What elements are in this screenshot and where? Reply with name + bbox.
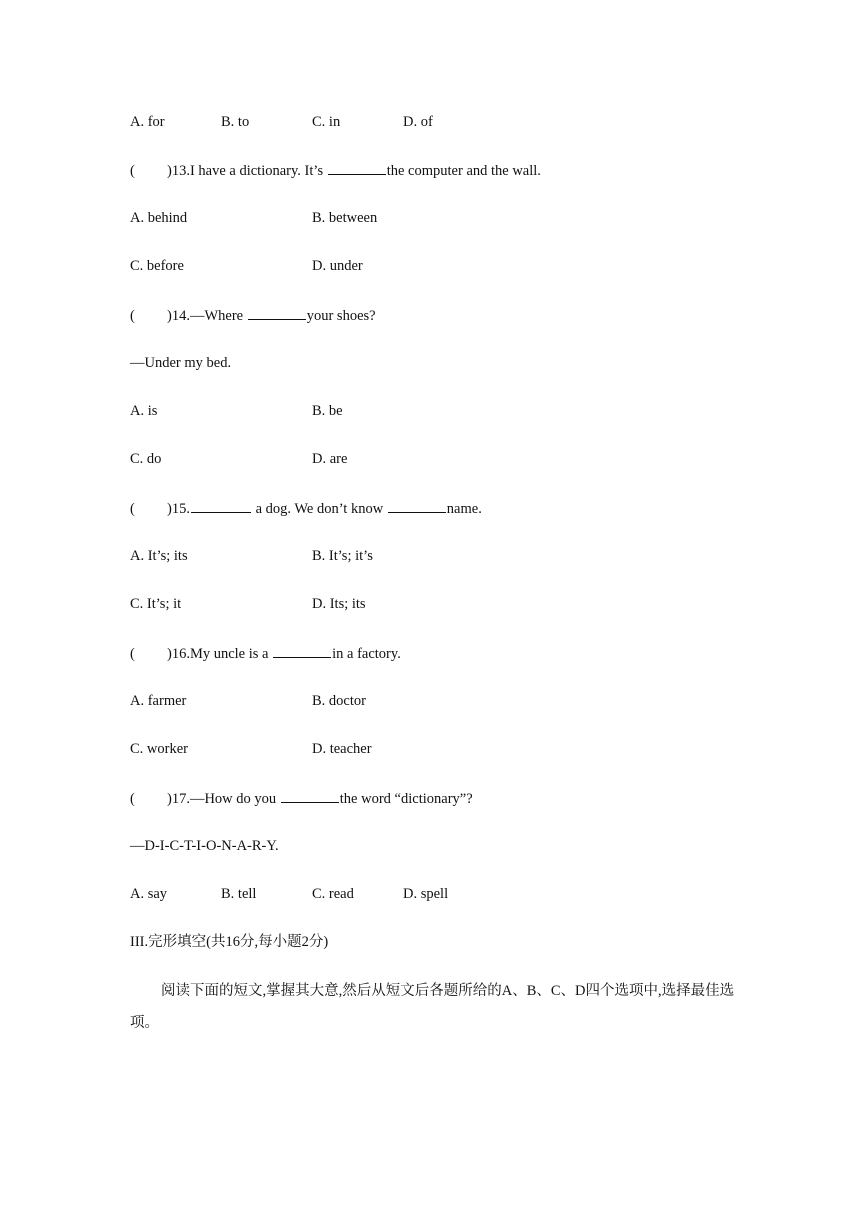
option-b: B. to [221,114,250,130]
answer-blank [328,161,386,175]
question-14 [130,306,376,325]
option-d: D. of [403,114,433,130]
section-instruction: 阅读下面的短文,掌握其大意,然后从短文后各题所给的A、B、C、D四个选项中,选择最佳选项。 [130,983,735,1031]
option-b: B. between [312,210,378,226]
answer-blank [248,306,306,320]
q16-options-row1 [130,692,494,710]
question-text-end: the computer and the wall. [386,163,541,179]
option-b: B. tell [221,886,257,902]
question-15 [130,499,482,518]
q14-options-row1 [130,402,494,420]
question-text-end: the word “dictionary”? [339,791,473,807]
answer-paren: ( [130,501,135,517]
q14-dialogue-answer: —Under my bed. [130,355,232,371]
answer-paren: ( [130,646,135,662]
question-17 [130,789,473,808]
q15-options-row2 [130,595,494,613]
option-d: D. are [312,451,348,467]
option-c: C. in [312,114,341,130]
option-a: A. farmer [130,693,187,709]
question-16 [130,644,401,663]
option-d: D. spell [403,886,449,902]
option-d: D. under [312,258,363,274]
q13-options-row1 [130,209,494,227]
option-a: A. It’s; its [130,548,188,564]
section-heading: III.完形填空(共16分,每小题2分) [130,934,329,950]
option-b: B. It’s; it’s [312,548,373,564]
question-text-end: name. [446,501,482,517]
question-text: )13.I have a dictionary. It’s [167,163,327,179]
question-text: )15. [167,501,190,517]
q12-options [130,113,494,131]
question-text-mid: a dog. We don’t know [251,501,387,517]
question-text-end: your shoes? [306,308,376,324]
option-c: C. worker [130,741,188,757]
option-c: C. before [130,258,184,274]
q17-dialogue-answer: —D-I-C-T-I-O-N-A-R-Y. [130,838,279,854]
answer-paren: ( [130,791,135,807]
option-c: C. It’s; it [130,596,182,612]
option-d: D. teacher [312,741,372,757]
option-d: D. Its; its [312,596,366,612]
q14-options-row2 [130,450,494,468]
question-text: )17.—How do you [167,791,280,807]
option-c: C. read [312,886,354,902]
option-a: A. behind [130,210,188,226]
answer-blank-2 [388,499,446,513]
option-a: A. is [130,403,158,419]
option-a: A. say [130,886,168,902]
option-a: A. for [130,114,165,130]
q13-options-row2 [130,257,494,275]
question-text: )16.My uncle is a [167,646,273,662]
q15-options-row1 [130,547,494,565]
question-text-end: in a factory. [332,646,401,662]
option-c: C. do [130,451,162,467]
answer-paren: ( [130,163,135,179]
answer-paren: ( [130,308,135,324]
question-text: )14.—Where [167,308,247,324]
q16-options-row2 [130,740,494,758]
answer-blank [281,789,339,803]
answer-blank-1 [191,499,251,513]
q17-options [130,885,494,903]
option-b: B. be [312,403,343,419]
option-b: B. doctor [312,693,366,709]
question-13 [130,161,541,180]
answer-blank [273,644,331,658]
